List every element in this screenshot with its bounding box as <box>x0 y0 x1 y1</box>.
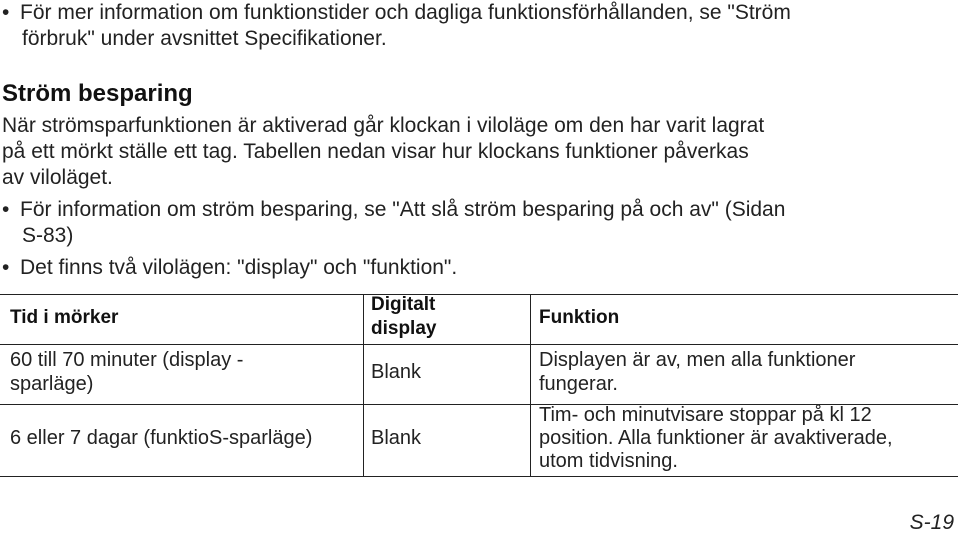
bullet-icon: • <box>2 256 10 279</box>
row1-display: Blank <box>371 361 422 383</box>
row1-function-line-1: Displayen är av, men alla funktioner <box>539 349 856 371</box>
table-bottom-rule <box>0 476 958 477</box>
bullet-icon: • <box>2 1 10 24</box>
paragraph-line-1: När strömsparfunktionen är aktiverad går klockan i viloläge om den har varit lagrat <box>2 114 765 137</box>
row2-time: 6 eller 7 dagar (funktioS-sparläge) <box>10 427 313 449</box>
page-number: S-19 <box>909 511 954 534</box>
header-function: Funktion <box>539 307 620 328</box>
bullet-item-1-text: För information om ström besparing, se "Att slå ström besparing på och av" (Sidan <box>20 198 786 221</box>
bullet-item-2 <box>2 255 457 281</box>
row1-function-line-2: fungerar. <box>539 373 618 395</box>
bullet-icon: • <box>2 198 10 221</box>
intro-bullet-line-1 <box>2 0 791 26</box>
bullet-item-1-continuation: S-83) <box>22 224 74 247</box>
table-header-rule <box>0 344 958 345</box>
header-digital-display-line-1: Digitalt <box>371 294 436 315</box>
row2-function-line-3: utom tidvisning. <box>539 450 678 472</box>
row1-time-line-2: sparläge) <box>10 373 94 395</box>
row2-function-line-1: Tim- och minutvisare stoppar på kl 12 <box>539 404 872 426</box>
row2-function-line-2: position. Alla funktioner är avaktiverade, <box>539 427 893 449</box>
table-col-divider-2 <box>530 294 531 477</box>
paragraph-line-2: på ett mörkt ställe ett tag. Tabellen nedan visar hur klockans funktioner påverkas <box>2 140 749 163</box>
bullet-item-1 <box>2 197 785 223</box>
row1-time-line-1: 60 till 70 minuter (display - <box>10 349 244 371</box>
intro-bullet-line-2: förbruk" under avsnittet Specifikationer. <box>22 27 387 50</box>
intro-bullet-text: För mer information om funktionstider och dagliga funktionsförhållanden, se "Ström <box>20 1 791 24</box>
table-col-divider-1 <box>363 294 364 477</box>
bullet-item-2-text: Det finns två vilolägen: "display" och "funktion". <box>20 256 458 279</box>
header-time-in-dark: Tid i mörker <box>10 307 119 328</box>
header-digital-display-line-2: display <box>371 318 437 339</box>
row2-display: Blank <box>371 427 422 449</box>
table-top-rule <box>0 294 958 295</box>
paragraph-line-3: av viloläget. <box>2 166 113 189</box>
section-title: Ström besparing <box>2 80 193 107</box>
